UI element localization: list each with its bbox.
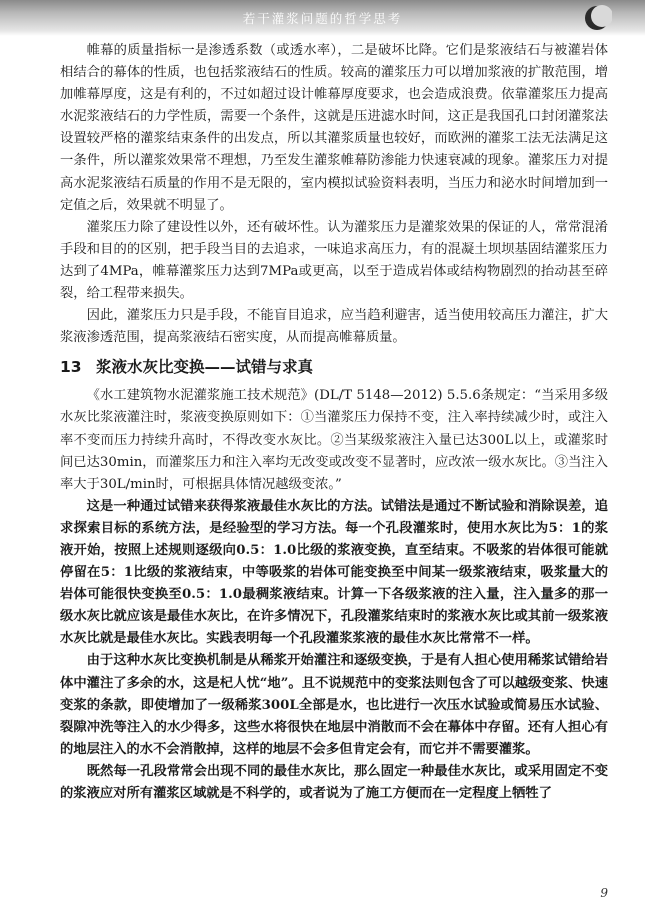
- paragraph-optimal-ratio: 既然每一孔段常常会出现不同的最佳水灰比，那么固定一种最佳水灰比，或采用固定不变的浆液应对所有灌浆区域就是不科学的，或者说为了施工方便而在一定程度上牺牲了: [60, 763, 608, 801]
- paragraph-curtain-quality: 帷幕的质量指标一是渗透系数（或透水率），二是破坏比降。它们是浆液结石与被灌岩体相结合的幕体的性质，也包括浆液结石的性质。较高的灌浆压力可以增加浆液的扩散范围，增加帷幕厚度，这是有利的，不过如超过设计帷幕厚度要求，也会造成浪费。依靠灌浆压力提高水泥浆液结石的力学性质，需要一个条件，这就是压进滤水时间，这正是我国孔口封闭灌浆法设置较严格的灌浆结束条件的出发点，所以其灌浆质量也较好，而欧洲的灌浆工法无法满足这一条件，所以灌浆效果常不理想，乃至发生灌浆帷幕防渗能力快速衰减的现象。灌浆压力对提高水泥浆液结石质量的作用不是无限的，室内模拟试验资料表明，当压力和泌水时间增加到一定值之后，效果就不明显了。: [60, 43, 608, 213]
- running-head: 若干灌浆问题的哲学思考: [242, 11, 403, 26]
- section-heading: [60, 355, 608, 379]
- paragraph-specification-quote: 《水工建筑物水泥灌浆施工技术规范》(DL/T 5148—2012) 5.5.6条规定：“当采用多级水灰比浆液灌注时，浆液变换原则如下：①当灌浆压力保持不变，注入率持续减少时，或注入率不变而压力持续升高时，不得改变水灰比。②当某级浆液注入量已达300L以上，或灌浆时间已达30min，而灌浆压力和注入率均无改变或改变不显著时，应改浓一级水灰比。③当注入率大于30L/min时，可根据具体情况越级变浓。”: [60, 388, 608, 492]
- paragraph-thin-grout-concern: 由于这种水灰比变换机制是从稀浆开始灌注和逐级变换，于是有人担心使用稀浆试错给岩体中灌注了多余的水，这是杞人忧“地”。且不说规范中的变浆法则包含了可以越级变浆、快速变浆的条款，即使增加了一级稀浆300L全部是水，也比进行一次压水试验或简易压水试验、裂隙冲洗等注入的水少得多，这些水将很快在地层中消散而不会在幕体中存留。还有人担心有的地层注入的水不会消散掉，这样的地层不会多但肯定会有，而它并不需要灌浆。: [60, 653, 608, 757]
- section-number: 13: [60, 358, 82, 377]
- section-title: 浆液水灰比变换——试错与求真: [96, 358, 314, 377]
- page-number: 9: [600, 886, 608, 900]
- paragraph-pressure-conclusion: 因此，灌浆压力只是手段，不能盲目追求，应当趋利避害，适当使用较高压力灌注，扩大浆液渗透范围，提高浆液结石密实度，从而提高帷幕质量。: [60, 308, 608, 346]
- paragraph-trial-error-method: 这是一种通过试错来获得浆液最佳水灰比的方法。试错法是通过不断试验和消除误差，追求探索目标的系统方法，是经验型的学习方法。每一个孔段灌浆时，使用水灰比为5：1的浆液开始，按照上述规则逐级向0.5：1.0比级的浆液变换，直至结束。不吸浆的岩体很可能就停留在5：1比级的浆液结束，中等吸浆的岩体可能变换至中间某一级浆液结束，吸浆量大的岩体可能很快变换至0.5：1.0最稠浆液结束。计算一下各级浆液的注入量，注入量多的那一级水灰比就应该是最佳水灰比，在许多情况下，孔段灌浆结束时的浆液水灰比或其前一级浆液水灰比就是最佳水灰比。实践表明每一个孔段灌浆浆液的最佳水灰比常常不一样。: [60, 498, 608, 647]
- crescent-logo-icon: [582, 3, 612, 33]
- page-content: [60, 40, 608, 805]
- paragraph-pressure-destructive: 灌浆压力除了建设性以外，还有破坏性。认为灌浆压力是灌浆效果的保证的人，常常混淆手段和目的的区别，把手段当目的去追求，一味追求高压力，有的混凝土坝坝基固结灌浆压力达到了4MPa，帷幕灌浆压力达到7MPa或更高，以至于造成岩体或结构物剧烈的抬动甚至碎裂，给工程带来损失。: [60, 219, 608, 302]
